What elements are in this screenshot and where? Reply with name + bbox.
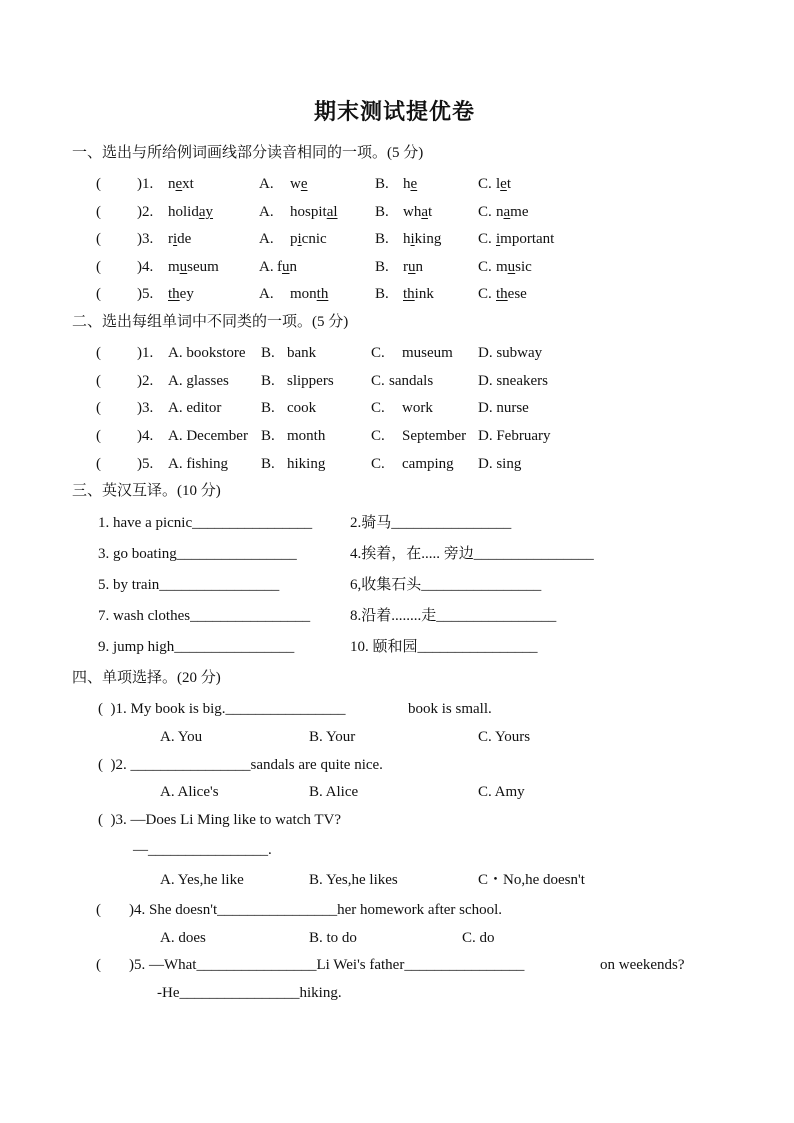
option-c-label[interactable]: C. [371,428,385,444]
mc-question-5-answer-line[interactable]: -He________________hiking. [157,985,342,1001]
option-a-word: picnic [290,231,327,247]
option-b-label[interactable]: B. [375,176,389,192]
option-b-label[interactable]: B. [375,231,389,247]
page-title: 期末测试提优卷 [314,99,476,124]
option-b[interactable]: cook [287,400,317,416]
option-c[interactable]: museum [402,345,453,361]
option-c-word: music [496,259,532,275]
answer-paren[interactable]: ( [96,204,101,220]
section3-heading: 三、英汉互译。(10 分) [72,483,221,499]
translation-item-8[interactable]: 8.沿着........走________________ [350,608,557,624]
option-a-word: we [290,176,308,192]
translation-item-3[interactable]: 3. go boating________________ [98,546,297,562]
mc-question-1-option-c[interactable]: C. Yours [478,729,531,745]
option-b[interactable]: month [287,428,326,444]
option-b[interactable]: slippers [287,373,334,389]
question-number: )3. [137,231,154,247]
answer-paren[interactable]: ( [96,286,101,302]
mc-question-2-option-a[interactable]: A. Alice's [160,784,219,800]
example-word: holiday [168,204,214,220]
example-word: they [168,286,194,302]
answer-paren[interactable]: ( [96,400,101,416]
option-b-label[interactable]: B. [261,373,275,389]
translation-item-2[interactable]: 2.骑马________________ [350,515,512,531]
option-a[interactable]: A. bookstore [168,345,246,361]
question-number: )4. [137,259,154,275]
option-c-label[interactable]: C. [478,204,492,220]
mc-question-5-paren[interactable]: ( [96,957,101,973]
mc-question-5[interactable]: )5. —What________________Li Wei's father________________ [129,957,525,973]
question-number: )1. [137,176,154,192]
section2-heading: 二、选出每组单词中不同类的一项。(5 分) [72,314,349,330]
option-b-label[interactable]: B. [261,345,275,361]
mc-question-4-option-b[interactable]: B. to do [309,930,357,946]
option-c-label[interactable]: C. [478,176,492,192]
option-c-label[interactable]: C. [371,345,385,361]
answer-paren[interactable]: ( [96,231,101,247]
option-b-label[interactable]: B. [261,456,275,472]
option-c-word: important [496,231,555,247]
translation-item-6[interactable]: 6,收集石头________________ [350,577,542,593]
option-b-label[interactable]: B. [375,259,389,275]
question-number: )4. [137,428,154,444]
option-a-label[interactable]: A. [259,231,274,247]
option-b-label[interactable]: B. [261,400,275,416]
translation-item-9[interactable]: 9. jump high________________ [98,639,295,655]
option-b-label[interactable]: B. [375,286,389,302]
translation-item-5[interactable]: 5. by train________________ [98,577,280,593]
question-number: )1. [137,345,154,361]
option-b[interactable]: hiking [287,456,326,472]
answer-paren[interactable]: ( [96,373,101,389]
option-c-label[interactable]: C. [478,231,492,247]
mc-question-3-option-c[interactable]: C・No,he doesn't [478,872,585,888]
option-a-word: hospital [290,204,338,220]
mc-question-5-tail: on weekends? [600,957,685,973]
option-c[interactable]: sandals [389,373,434,389]
option-c-word: name [496,204,529,220]
option-a-label[interactable]: A. [259,286,274,302]
question-number: )5. [137,456,154,472]
mc-question-3-option-a[interactable]: A. Yes,he like [160,872,244,888]
option-c[interactable]: camping [402,456,454,472]
option-c[interactable]: September [402,428,467,444]
mc-question-4-option-c[interactable]: C. do [462,930,495,946]
option-c-label[interactable]: C. [371,373,389,389]
answer-paren[interactable]: ( [96,428,101,444]
mc-question-2-option-c[interactable]: C. Amy [478,784,525,800]
option-b-word: hiking [403,231,442,247]
mc-question-4-paren[interactable]: ( [96,902,101,918]
option-d[interactable]: D. sneakers [478,373,548,389]
question-number: )3. [137,400,154,416]
option-a-word: fun [277,259,297,275]
translation-item-1[interactable]: 1. have a picnic________________ [98,515,313,531]
mc-question-2-option-b[interactable]: B. Alice [309,784,359,800]
example-word: next [168,176,194,192]
mc-question-4[interactable]: )4. She doesn't________________her homework after school. [129,902,503,918]
option-c[interactable]: work [402,400,433,416]
option-d[interactable]: D. February [478,428,551,444]
section4-heading: 四、单项选择。(20 分) [72,670,221,686]
option-b-word: he [403,176,418,192]
option-c-word: let [496,176,512,192]
option-c-label[interactable]: C. [478,259,492,275]
option-a-label[interactable]: A. [259,259,274,275]
question-number: )5. [137,286,154,302]
option-a-label[interactable]: A. [259,204,274,220]
example-word: ride [168,231,192,247]
option-c-label[interactable]: C. [478,286,492,302]
option-b-label[interactable]: B. [375,204,389,220]
option-a[interactable]: A. glasses [168,373,229,389]
option-b-word: think [403,286,434,302]
option-d[interactable]: D. subway [478,345,543,361]
option-c-label[interactable]: C. [371,456,385,472]
question-number: )2. [137,204,154,220]
option-b-word: run [403,259,423,275]
mc-question-3[interactable]: ( )3. —Does Li Ming like to watch TV? [98,812,342,828]
option-b-word: what [403,204,433,220]
option-a[interactable]: A. December [168,428,248,444]
option-b-label[interactable]: B. [261,428,275,444]
mc-question-4-option-a[interactable]: A. does [160,930,206,946]
mc-question-3-answer-line[interactable]: —________________. [133,842,272,858]
question-number: )2. [137,373,154,389]
mc-question-1[interactable]: ( )1. My book is big.________________ [98,701,346,717]
answer-paren[interactable]: ( [96,259,101,275]
option-c-label[interactable]: C. [371,400,385,416]
mc-question-1-tail: book is small. [408,701,492,717]
mc-question-1-option-b[interactable]: B. Your [309,729,356,745]
section1-heading: 一、选出与所给例词画线部分读音相同的一项。(5 分) [72,145,424,161]
mc-question-2[interactable]: ( )2. ________________sandals are quite nice. [98,757,383,773]
mc-question-3-option-b[interactable]: B. Yes,he likes [309,872,398,888]
answer-paren[interactable]: ( [96,176,101,192]
option-c-word: these [496,286,527,302]
mc-question-1-option-a[interactable]: A. You [160,729,203,745]
example-word: museum [168,259,219,275]
option-a-label[interactable]: A. [259,176,274,192]
translation-item-10[interactable]: 10. 颐和园________________ [350,639,538,655]
answer-paren[interactable]: ( [96,345,101,361]
option-a[interactable]: A. fishing [168,456,228,472]
option-d[interactable]: D. sing [478,456,522,472]
translation-item-4[interactable]: 4.挨着，在..... 旁边________________ [350,546,594,562]
option-b[interactable]: bank [287,345,317,361]
option-d[interactable]: D. nurse [478,400,529,416]
translation-item-7[interactable]: 7. wash clothes________________ [98,608,311,624]
answer-paren[interactable]: ( [96,456,101,472]
option-a[interactable]: A. editor [168,400,222,416]
option-a-word: month [290,286,329,302]
